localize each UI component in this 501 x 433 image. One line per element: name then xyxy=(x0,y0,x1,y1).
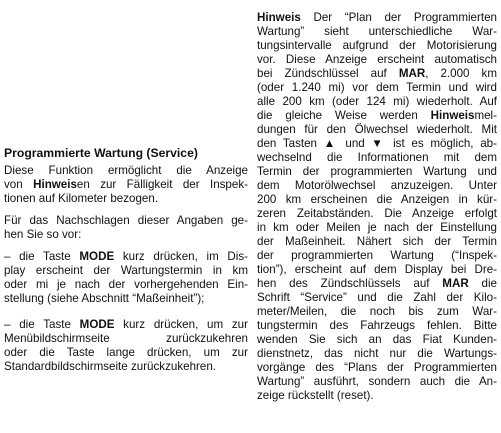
text-line: Diese Funktion ermöglicht die Anzeige xyxy=(4,164,248,177)
text-line: Menübildschirmseite zurückzukehren xyxy=(4,332,248,345)
text-line: dem Motorölwechsel anzuzeigen. Unter xyxy=(257,179,497,192)
text-line: hen Sie so vor: xyxy=(4,228,82,241)
text-line: der programmierten Wartung (“Inspek- xyxy=(257,249,497,262)
text-line: die gleiche Weise werden Hinweismel- xyxy=(257,109,497,122)
text-line: hen des Zündschlüssels auf MAR die xyxy=(257,277,497,290)
text-line: tungsintervalle aufgrund der Motorisierung xyxy=(257,39,497,52)
text-line: – die Taste MODE kurz drücken, im Dis- xyxy=(4,250,248,263)
text-line: wechselnd die Informationen mit dem xyxy=(257,151,497,164)
text-line: tionen auf Kilometer bezogen. xyxy=(4,192,159,205)
text-line: Wartung” sieht unterschiedliche War- xyxy=(257,25,497,38)
text-line: Für das Nachschlagen dieser Angaben ge- xyxy=(4,214,248,227)
text-line: play erscheint der Wartungstermin in km xyxy=(4,264,248,277)
text-line: tungstermin des Fahrzeugs fehlen. Bitte xyxy=(257,319,497,332)
text-line: bei Zündschlüssel auf MAR, 2.000 km xyxy=(257,67,497,80)
text-line: zeren Zeitabständen. Die Anzeige erfolgt xyxy=(257,207,497,220)
text-line: oder die Taste lange drücken, um zur xyxy=(4,346,248,359)
text-line: dungen für den Ölwechsel wiederholt. Mit xyxy=(257,123,497,136)
text-line: tion”), erscheint auf dem Display bei Dre- xyxy=(257,263,497,276)
text-line: von Hinweisen zur Fälligkeit der Inspek- xyxy=(4,178,248,191)
text-line: 200 km erscheinen die Anzeigen in kür- xyxy=(257,193,497,206)
text-line: oder mi je nach der vorhergehenden Ein- xyxy=(4,278,248,291)
text-line: den Tasten ▲ und ▼ ist es möglich, ab- xyxy=(257,137,497,150)
text-line: in km oder Meilen je nach der Einstellung xyxy=(257,221,497,234)
text-line: Termin der programmierten Wartung und xyxy=(257,165,497,178)
section-heading: Programmierte Wartung (Service) xyxy=(4,146,198,160)
text-line: Hinweis Der “Plan der Programmierten xyxy=(257,11,497,24)
text-line: der Maßeinheit. Nähert sich der Termin xyxy=(257,235,497,248)
text-line: Wartung” ausführt, sondern auch die An- xyxy=(257,375,497,388)
text-line: wenden Sie sich an das Fiat Kunden- xyxy=(257,333,497,346)
text-line: dienstnetz, das nicht nur die Wartungs- xyxy=(257,347,497,360)
text-line: – die Taste MODE kurz drücken, um zur xyxy=(4,318,248,331)
text-line: Standardbildschirmseite zurückzukehren. xyxy=(4,360,217,373)
text-line: meter/Meilen, die noch bis zum War- xyxy=(257,305,497,318)
text-line: (oder 1.240 mi) vor dem Termin und wird xyxy=(257,81,497,94)
text-line: vor. Diese Anzeige erscheint automatisch xyxy=(257,53,497,66)
text-line: alle 200 km (oder 124 mi) wiederholt. Auf xyxy=(257,95,497,108)
text-line: vorgänge des “Plans der Programmierten xyxy=(257,361,497,374)
text-line: zeige rückstellt (reset). xyxy=(257,389,374,402)
text-line: Schrift “Service” und die Zahl der Kilo- xyxy=(257,291,497,304)
text-line: stellung (siehe Abschnitt “Maßeinheit”); xyxy=(4,292,205,305)
